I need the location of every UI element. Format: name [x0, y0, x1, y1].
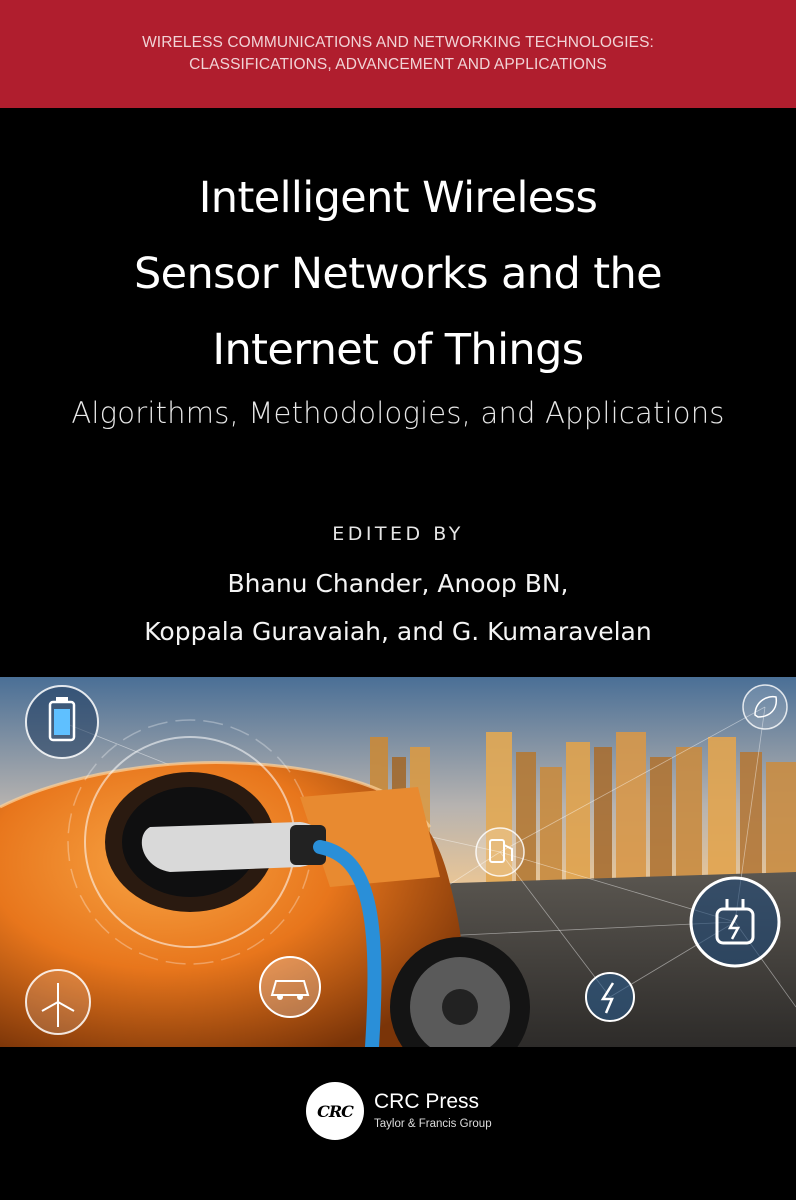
- book-subtitle: Algorithms, Methodologies, and Applications: [71, 396, 725, 430]
- wind-turbine-icon: [26, 970, 90, 1034]
- publisher-logo: [306, 1082, 526, 1144]
- editors-line-2: Koppala Guravaiah, and G. Kumaravelan: [144, 617, 652, 646]
- fuel-pump-icon: [476, 828, 524, 876]
- edited-by-label: EDITED BY: [332, 523, 464, 545]
- plug-charge-icon: [691, 878, 779, 966]
- book-title: [0, 160, 796, 388]
- lightning-icon: [586, 973, 634, 1021]
- series-title-line-1: WIRELESS COMMUNICATIONS AND NETWORKING TECHNOLOGIES:: [142, 34, 654, 51]
- series-band: [0, 0, 796, 108]
- battery-icon: [26, 686, 98, 758]
- car-icon: [260, 957, 320, 1017]
- publisher-group: Taylor & Francis Group: [374, 1118, 492, 1130]
- series-title-line-2: CLASSIFICATIONS, ADVANCEMENT AND APPLICATIONS: [189, 56, 607, 73]
- title-line-1: Intelligent Wireless: [198, 173, 598, 223]
- eco-leaf-icon: [743, 685, 787, 729]
- cover-photo: [0, 677, 796, 1047]
- editors: [0, 560, 796, 656]
- crc-logo-icon: CRC: [306, 1082, 364, 1140]
- title-line-2: Sensor Networks and the: [133, 249, 662, 299]
- title-line-3: Internet of Things: [212, 325, 584, 375]
- publisher-name: CRC Press: [374, 1090, 480, 1113]
- editors-line-1: Bhanu Chander, Anoop BN,: [227, 569, 569, 598]
